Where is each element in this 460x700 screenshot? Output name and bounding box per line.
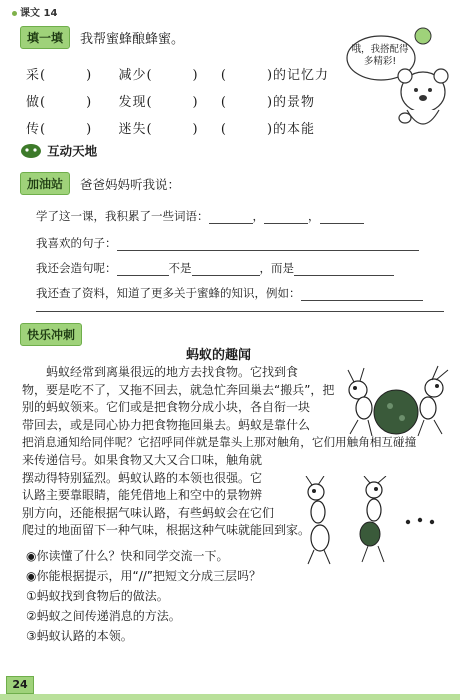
refuel-badge: 加油站 <box>20 172 70 195</box>
write-line-2 <box>36 235 419 251</box>
blank[interactable] <box>192 262 260 276</box>
story-paragraph-continued <box>22 452 322 522</box>
blank[interactable] <box>117 262 169 276</box>
write-line-5[interactable] <box>36 311 444 312</box>
bear-illustration <box>335 22 453 140</box>
dot-icon <box>12 11 17 16</box>
story-line: 摆动得特别猛烈。蚂蚁认路的本领也很强。它 <box>22 470 263 485</box>
bottom-bar <box>0 694 460 700</box>
write-line-3 <box>36 260 394 276</box>
story-line: 带回去，或是同心协力把食物拖回巢去。蚂蚁是靠什么 <box>22 417 311 432</box>
story-line: 别方向，还能根据气味认路，有些蚂蚁会在它们 <box>22 505 275 520</box>
blank[interactable] <box>117 237 419 251</box>
fill-in-badge: 填一填 <box>20 26 70 49</box>
ants-carrying-food-illustration <box>338 360 453 440</box>
question-item: ①蚂蚁找到食物后的做法。 <box>26 589 169 603</box>
question-item: ◉你能根据提示，用“//”把短文分成三层吗？ <box>26 569 261 583</box>
interactive-heading-text: 互动天地 <box>47 143 98 159</box>
question-item: ③蚂蚁认路的本领。 <box>26 629 133 643</box>
write-line-4 <box>36 285 423 301</box>
write-line-1: 学了这一课，我积累了一些词语： ， ， <box>36 208 364 224</box>
fill-in-title: 我帮蜜蜂酿蜂蜜。 <box>80 32 185 47</box>
story-line: 来传递信号。如果食物又大又合口味，触角就 <box>22 453 263 467</box>
blank[interactable] <box>264 210 308 224</box>
story-line: 把消息通知给同伴呢？它招呼同伴就是靠头上那对触角，它们用触角相互碰撞 <box>22 435 417 449</box>
blank[interactable] <box>209 210 253 224</box>
story-paragraph <box>22 364 342 434</box>
write-line-1-label: 学了这一课，我积累了一些词语： <box>36 209 209 223</box>
but-label: ，而是 <box>259 261 294 275</box>
lesson-tag-text: 课文 14 <box>20 8 58 19</box>
interactive-heading <box>20 140 97 160</box>
blank[interactable] <box>294 262 394 276</box>
speech-bubble-text: 哦，我搭配得多精彩! <box>351 44 409 67</box>
story-line: 物，要是吃不了，又拖不回去，就急忙奔回巢去“搬兵”，把 <box>22 382 335 397</box>
blank[interactable] <box>320 210 364 224</box>
fill-row-1: 采( ) 减少( ) ( )的记忆力 <box>26 68 330 83</box>
not-label: 不是 <box>168 261 192 275</box>
sprint-badge: 快乐冲刺 <box>20 323 82 346</box>
question-item: ②蚂蚁之间传递消息的方法。 <box>26 609 181 623</box>
lesson-tag <box>12 4 57 19</box>
fill-row-2: 做( ) 发现( ) ( )的景物 <box>26 95 316 110</box>
fill-row-3: 传( ) 迷失( ) ( )的本能 <box>26 122 316 137</box>
ants-walking-illustration <box>290 476 450 566</box>
question-item: ◉你读懂了什么？快和同学交流一下。 <box>26 549 229 563</box>
story-line: 蚂蚁经常到离巢很远的地方去找食物。它找到食 <box>22 365 299 379</box>
story-title: 蚂蚁的趣闻 <box>186 348 252 363</box>
blank[interactable] <box>301 287 423 301</box>
questions-block <box>26 546 261 646</box>
write-line-2-label: 我喜欢的句子： <box>36 236 117 250</box>
write-line-4-label: 我还查了资料，知道了更多关于蜜蜂的知识，例如： <box>36 286 301 300</box>
smile-icon <box>20 143 42 159</box>
story-line: 别的蚂蚁领来。它们或是把食物分成小块，各自衔一块 <box>22 400 311 415</box>
story-line: 爬过的地面留下一种气味，根据这种气味就能回到家。 <box>22 523 311 537</box>
write-line-3-label: 我还会造句呢： <box>36 261 117 275</box>
page-number: 24 <box>6 676 34 694</box>
story-line: 认路主要靠眼睛，能凭借地上和空中的景物辨 <box>22 488 263 503</box>
refuel-title: 爸爸妈妈听我说： <box>80 177 181 192</box>
